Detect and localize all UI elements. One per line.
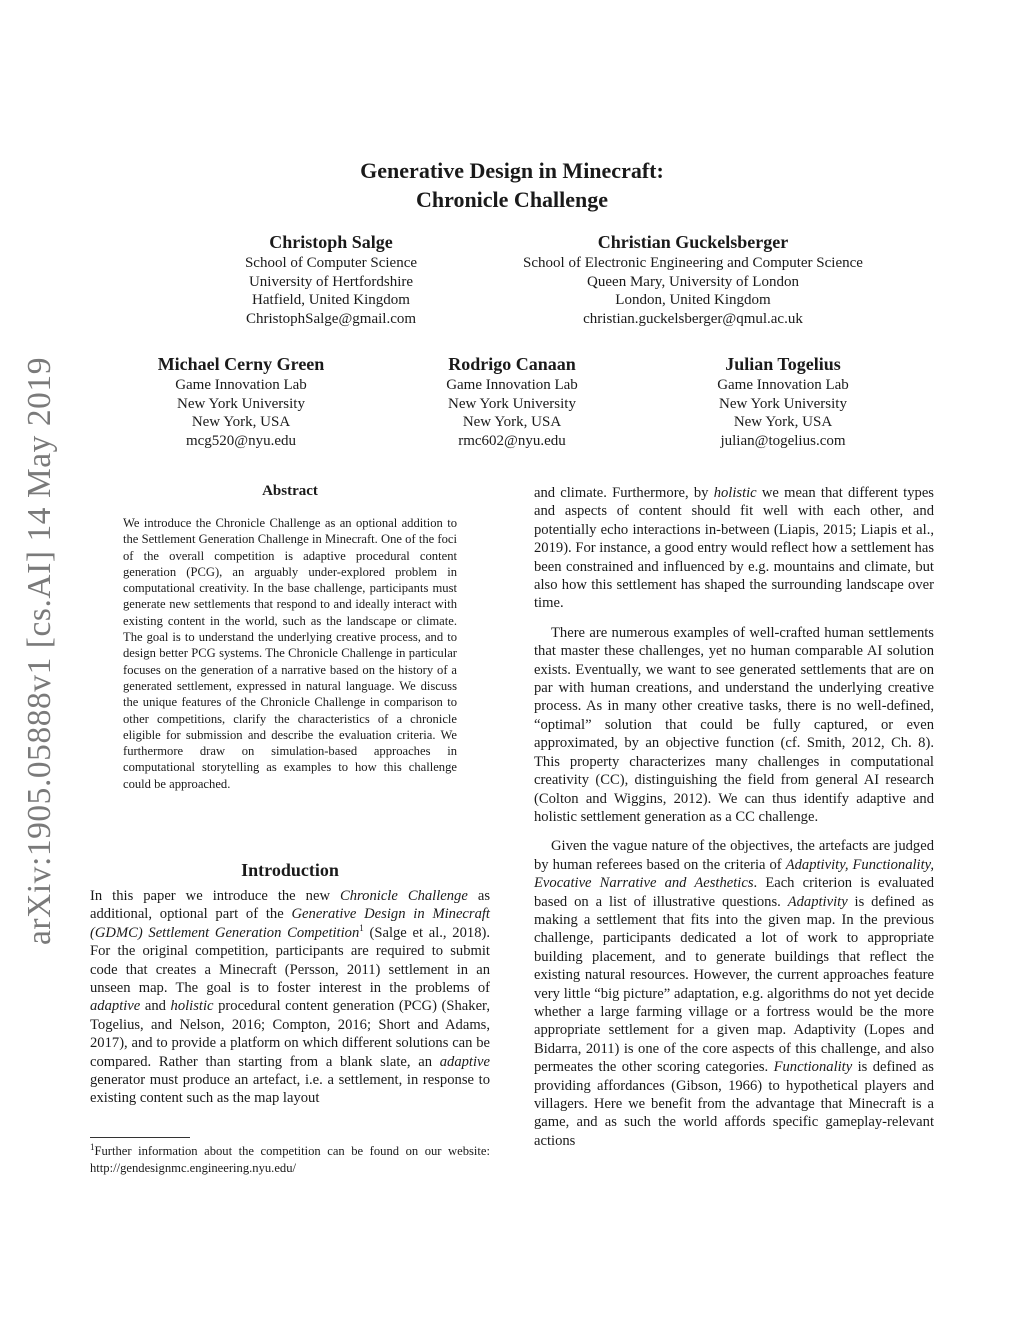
text-run: is defined as providing affordances (Gibson, 1966) to hypothetical players and villagers. Here we benefit from the advantage that Minecraft is a game, and as such the world affords specific gameplay-relevant actions: [534, 1059, 934, 1149]
text-run: and: [140, 998, 171, 1015]
author-name: Michael Cerny Green: [157, 354, 325, 374]
arxiv-stamp-text: arXiv:1905.05888v1 [cs.AI] 14 May 2019: [21, 355, 58, 945]
paper-title: [180, 156, 844, 214]
text-run: generator must produce an artefact, i.e. a settlement, in response to existing content such as the map layout: [90, 1072, 490, 1107]
italic-run: Adaptivity: [787, 893, 848, 910]
body-paragraph: There are numerous examples of well-crafted human settlements that master these challenges, yet no human comparable AI solution exists. Eventually, we want to see generated settlements that are on par with human creations, and understand the underlying creative process. As in many other creative tasks, there is no well-defined, “optimal” solution that could be fully captured, or even approximated, by an objective function (cf. Smith, 2012, Ch. 8). This property characterizes many challenges in computational creativity (CC), distinguishing the field from general AI research (Colton and Wiggins, 2012). We can thus identify adaptive and holistic settlement generation as a CC challenge.: [534, 624, 934, 825]
title-line-1: Generative Design in Minecraft:: [360, 158, 664, 183]
title-line-2: Chronicle Challenge: [415, 187, 609, 212]
author-block: [181, 230, 481, 328]
arxiv-stamp: [8, 355, 62, 945]
italic-run: adaptive: [439, 1053, 490, 1070]
author-affiliation: School of Computer Science: [244, 255, 418, 271]
author-block: [493, 230, 893, 328]
introduction-paragraph: [90, 887, 490, 1108]
author-name: Christian Guckelsberger: [597, 232, 789, 252]
italic-run: Generative Design in Minecraft (GDMC) Settlement Generation Competition: [90, 906, 490, 941]
italic-run: holistic: [170, 998, 214, 1015]
text-run: procedural content generation (PCG) (Shaker, Togelius, and Nelson, 2016; Compton, 2016; Short and Adams, 2017), and to provide a platform on which different solutions can be compared. Rather than starting from a blank slate, an: [90, 998, 490, 1070]
author-location: New York, USA: [462, 414, 562, 430]
author-location: London, United Kingdom: [615, 292, 771, 308]
footnote-number: 1: [90, 1141, 95, 1152]
author-location: Hatfield, United Kingdom: [252, 292, 410, 308]
body-paragraph: [534, 837, 934, 1150]
author-affiliation: University of Hertfordshire: [248, 273, 414, 290]
author-email: mcg520@nyu.edu: [185, 432, 297, 449]
author-affiliation: Game Innovation Lab: [175, 377, 307, 393]
author-email: christian.guckelsberger@qmul.ac.uk: [583, 310, 803, 327]
author-location: New York, USA: [191, 414, 291, 430]
italic-run: holistic: [713, 485, 757, 501]
abstract-heading: Abstract: [262, 483, 318, 499]
body-paragraph: [534, 484, 934, 613]
author-affiliation: Queen Mary, University of London: [587, 273, 799, 290]
text-run: Given the vague nature of the objectives, the artefacts are judged by human referees based on the criteria of: [534, 838, 934, 873]
author-email: julian@togelius.com: [720, 432, 846, 449]
footnote-mark: 1: [359, 922, 364, 933]
author-name: Christoph Salge: [269, 232, 393, 252]
italic-run: Chronicle Challenge: [340, 888, 468, 904]
author-name: Julian Togelius: [725, 354, 841, 374]
author-affiliation: New York University: [448, 395, 576, 412]
author-block: [402, 352, 622, 450]
author-name: Rodrigo Canaan: [448, 354, 576, 374]
italic-run: Functionality: [773, 1059, 853, 1076]
text-run: and climate. Furthermore, by: [534, 485, 714, 501]
text-run: as additional, optional part of the: [90, 888, 490, 923]
author-location: New York, USA: [733, 414, 833, 430]
right-column: [534, 484, 934, 1161]
author-affiliation: Game Innovation Lab: [717, 377, 849, 393]
text-run: is defined as making a settlement that fits into the given map. In the previous challenge, participants dedicated a lot of work to appropriate building placement, and to generate buildings that reflect the existing natural resources. However, the current approaches feature very little “big picture” adaptation, e.g. algorithms do not yet decide whether a large farming village or a fortress would be the more appropriate settlement for a given map. Adaptivity (Lopes and Bidarra, 2011) is one of the core aspects of this challenge, and also permeates the other scoring categories.: [534, 893, 934, 1076]
italic-run: Adaptivity, Functionality, Evocative Narrative and Aesthetics: [534, 856, 934, 892]
author-block: [131, 352, 351, 450]
footnote-rule: [90, 1137, 190, 1138]
text-run: (Salge et al., 2018). For the original competition, participants are required to submit code that creates a Minecraft (Persson, 2011) settlement in an unseen map. The goal is to foster interest in the problems of: [90, 924, 490, 997]
author-email: ChristophSalge@gmail.com: [245, 310, 417, 327]
author-affiliation: New York University: [177, 395, 305, 412]
italic-run: adaptive: [90, 998, 141, 1015]
section-heading-introduction: Introduction: [241, 860, 339, 880]
author-affiliation: New York University: [719, 395, 847, 412]
author-affiliation: Game Innovation Lab: [446, 377, 578, 393]
text-run: In this paper we introduce the new: [90, 888, 340, 904]
footnote-text: Further information about the competition can be found on our website: http://gendesignmc.engineering.nyu.edu/: [90, 1144, 490, 1175]
text-run: . Each criterion is evaluated based on a list of illustrative questions.: [534, 875, 934, 910]
author-affiliation: School of Electronic Engineering and Computer Science: [523, 255, 863, 271]
author-block: [673, 352, 893, 450]
text-run: we mean that different types and aspects of content should fit well with each other, and potentially echo interactions in-between (Liapis, 2015; Liapis et al., 2019). For instance, a good entry would reflect how a settlement has been constrained and influenced by e.g. mountains and climate, but also how this settlement has shaped the surrounding landscape over time.: [534, 485, 935, 612]
abstract-text: We introduce the Chronicle Challenge as an optional addition to the Settlement Generation Challenge in Minecraft. One of the foci of the overall competition is adaptive procedural content generation (PCG), an arguably under-explored problem in computational creativity. In the base challenge, participants must generate new settlements that respond to and ideally interact with existing content in the world, such as the landscape or climate. The goal is to understand the underlying creative process, and to design better PCG systems. The Chronicle Challenge in particular focuses on the generation of a narrative based on the history of a generated settlement, expressed in natural language. We discuss the unique features of the Chronicle Challenge in comparison to other competitions, clarify the characteristics of a chronicle eligible for submission and describe the evaluation criteria. We furthermore draw on simulation-based approaches in computational storytelling as examples to how this challenge could be approached.: [123, 516, 457, 791]
arxiv-stamp-svg: [8, 355, 62, 945]
author-email: rmc602@nyu.edu: [458, 432, 566, 449]
footnote: [90, 1143, 490, 1176]
